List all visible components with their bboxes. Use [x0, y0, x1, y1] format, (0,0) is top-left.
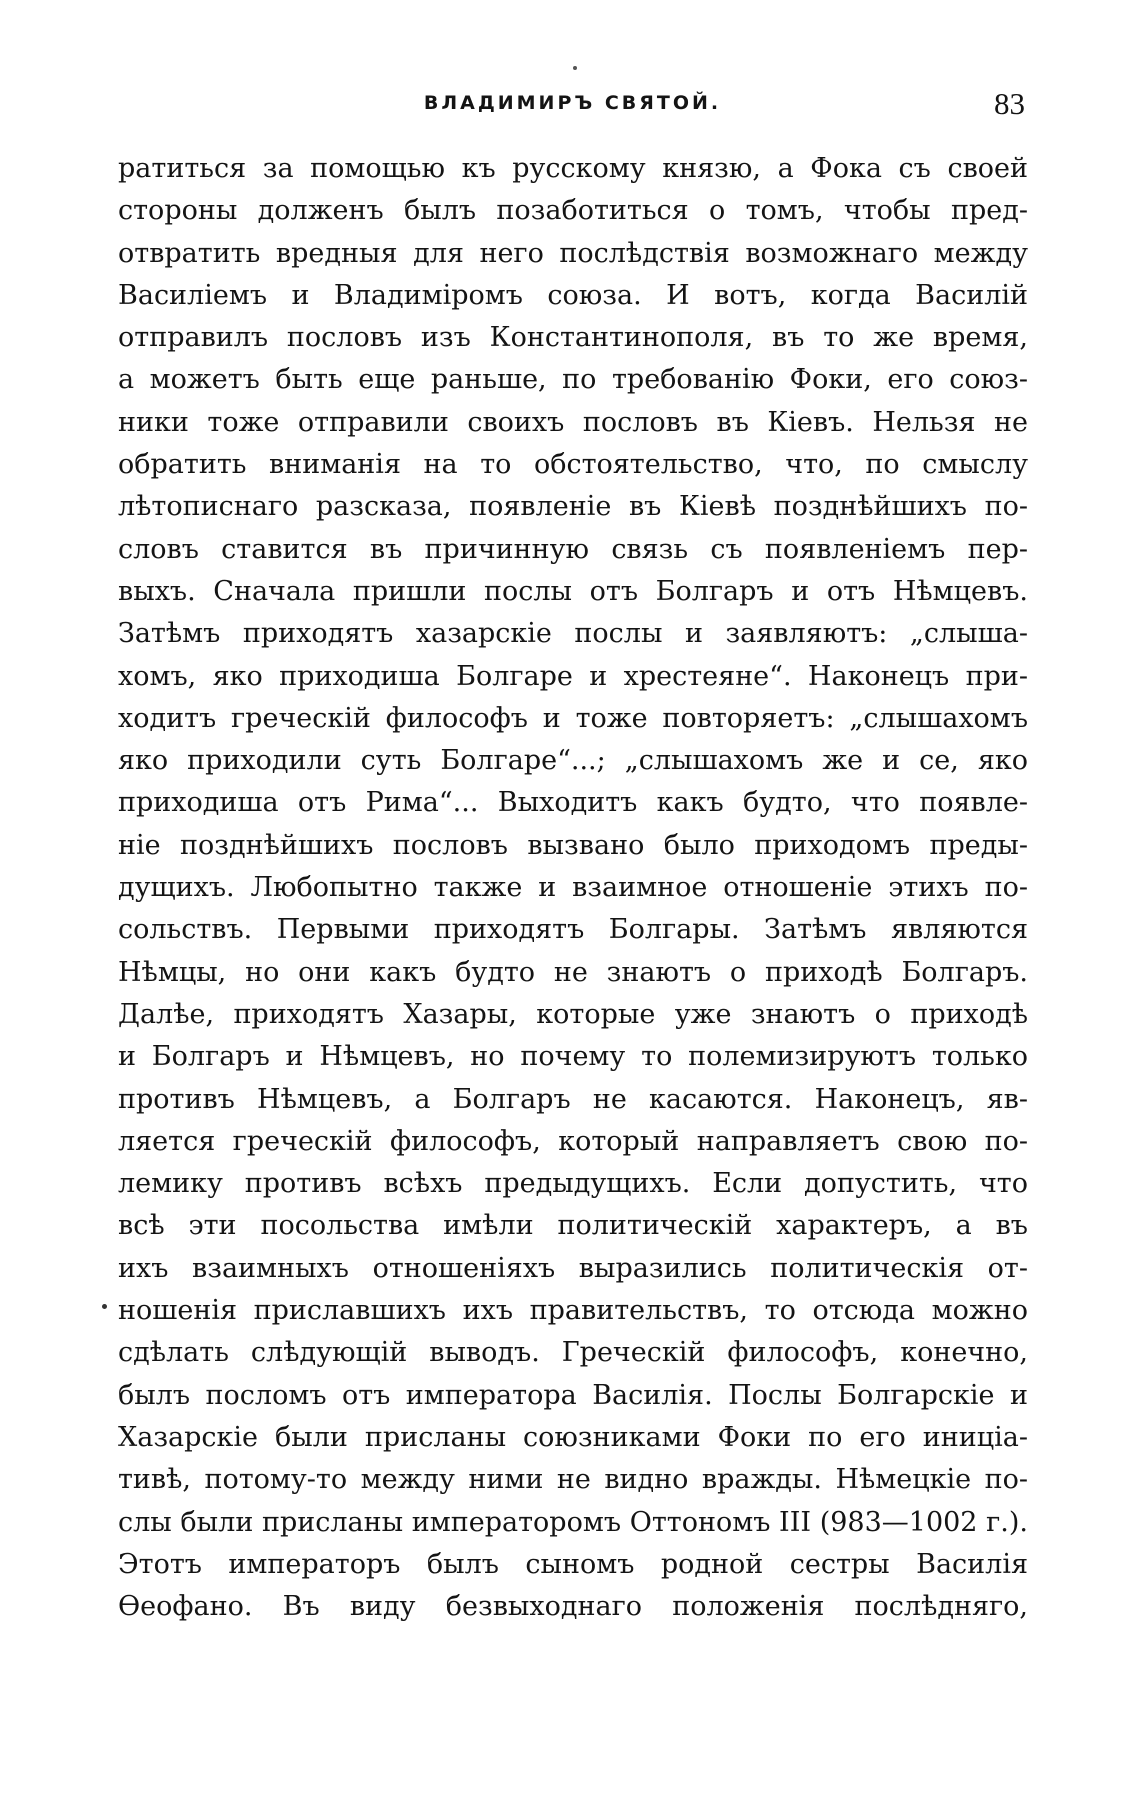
text-line: былъ посломъ отъ императора Василія. Послы Болгарскіе и: [118, 1379, 1028, 1411]
text-line: ніе позднѣйшихъ пословъ вызвано было приходомъ преды-: [118, 829, 1028, 861]
print-speck: [573, 66, 577, 70]
text-line: ходитъ греческій философъ и тоже повторяетъ: „слышахомъ: [118, 702, 1028, 734]
text-line: сдѣлать слѣдующій выводъ. Греческій философъ, конечно,: [118, 1337, 1028, 1369]
text-line: и Болгаръ и Нѣмцевъ, но почему то полемизируютъ только: [118, 1041, 1028, 1073]
text-line: лемику противъ всѣхъ предыдущихъ. Если допустить, что: [118, 1168, 1028, 1200]
text-line: ники тоже отправили своихъ пословъ въ Кіевъ. Нельзя не: [118, 406, 1028, 438]
body-text: [118, 148, 1028, 1628]
page-number: 83: [994, 86, 1025, 121]
text-line: отвратить вредныя для него послѣдствія возможнаго между: [118, 237, 1028, 269]
text-line: ляется греческій философъ, который направляетъ свою по-: [118, 1125, 1028, 1157]
text-line: сольствъ. Первыми приходятъ Болгары. Затѣмъ являются: [118, 914, 1028, 946]
text-line: ратиться за помощью къ русскому князю, а Фока съ своей: [118, 153, 1028, 184]
text-line: Ѳеофано. Въ виду безвыходнаго положенія послѣдняго,: [118, 1591, 1028, 1623]
margin-mark: [102, 1304, 107, 1309]
text-line: ихъ взаимныхъ отношеніяхъ выразились политическія от-: [118, 1252, 1028, 1284]
text-line: тивѣ, потому-то между ними не видно вражды. Нѣмецкіе по-: [118, 1464, 1028, 1496]
text-line: Хазарскіе были присланы союзниками Фоки по его иниціа-: [118, 1421, 1028, 1453]
text-line: выхъ. Сначала пришли послы отъ Болгаръ и отъ Нѣмцевъ.: [118, 575, 1028, 607]
text-line: всѣ эти посольства имѣли политическій характеръ, а въ: [118, 1210, 1028, 1242]
running-head: [120, 86, 1025, 126]
text-line: дущихъ. Любопытно также и взаимное отношеніе этихъ по-: [118, 872, 1028, 904]
text-line: отправилъ пословъ изъ Константинополя, въ то же время,: [118, 322, 1028, 354]
text-line: обратить вниманія на то обстоятельство, что, по смыслу: [118, 449, 1028, 481]
text-line: Василіемъ и Владиміромъ союза. И вотъ, когда Василій: [118, 279, 1028, 311]
text-line: приходиша отъ Рима“... Выходитъ какъ будто, что появле-: [118, 787, 1028, 819]
text-line: яко приходили суть Болгаре“...; „слышахомъ же и се, яко: [118, 745, 1028, 777]
text-line: стороны долженъ былъ позаботиться о томъ, чтобы пред-: [118, 195, 1028, 227]
text-line: лѣтописнаго разсказа, появленіе въ Кіевѣ позднѣйшихъ по-: [118, 491, 1028, 523]
text-line: словъ ставится въ причинную связь съ появленіемъ пер-: [118, 533, 1028, 565]
text-line: противъ Нѣмцевъ, а Болгаръ не касаются. Наконецъ, яв-: [118, 1083, 1028, 1115]
text-line: ношенія приславшихъ ихъ правительствъ, то отсюда можно: [118, 1295, 1028, 1327]
text-line: слы были присланы императоромъ Оттономъ III (983—1002 г.).: [118, 1506, 1028, 1538]
text-line: а можетъ быть еще раньше, по требованію Фоки, его союз-: [118, 364, 1028, 396]
text-line: Затѣмъ приходятъ хазарскіе послы и заявляютъ: „слыша-: [118, 618, 1028, 650]
text-line: хомъ, яко приходиша Болгаре и хрестеяне“. Наконецъ при-: [118, 660, 1028, 692]
text-line: Нѣмцы, но они какъ будто не знаютъ о приходѣ Болгаръ.: [118, 956, 1028, 988]
text-line: Далѣе, приходятъ Хазары, которые уже знаютъ о приходѣ: [118, 998, 1028, 1030]
running-title: ВЛАДИМИРЪ СВЯТОЙ.: [423, 92, 722, 114]
text-line: Этотъ императоръ былъ сыномъ родной сестры Василія: [118, 1548, 1028, 1580]
